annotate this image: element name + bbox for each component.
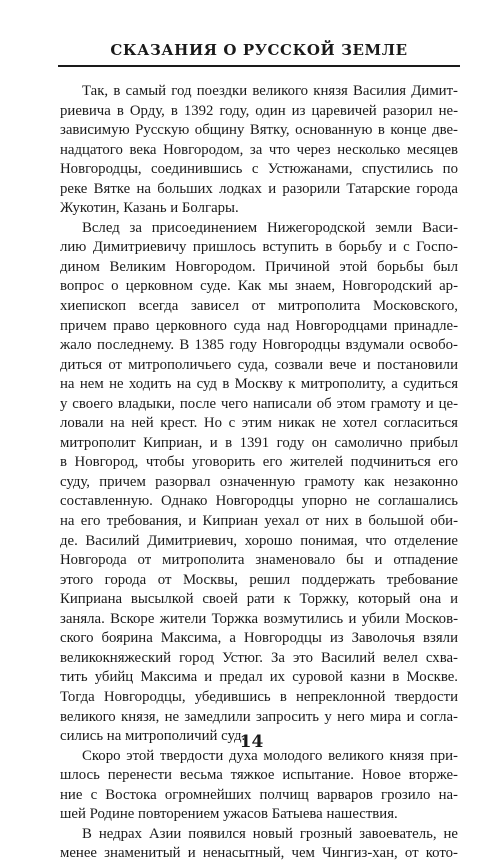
text-line: Вслед за присоединением Нижегородской земли Васи- <box>82 219 458 236</box>
text-line: дином Великим Новгородом. Причиной этой борьбы был <box>60 258 458 275</box>
text-line: лию Димитриевичу пришлось вступить в борьбу и с Госпо- <box>60 239 458 256</box>
text-line: этого города от Москвы, решил поддержать требование <box>60 571 458 588</box>
text-line: тить убийц Максима и предал их суровой казни в Москве. <box>60 669 458 686</box>
text-line: вопрос о церковном суде. Как мы знаем, Новгородский ар- <box>60 278 458 295</box>
text-line: митрополит Киприан, и в 1391 году он самолично прибыл <box>60 434 458 451</box>
text-line: заняла. Вскоре жители Торжка возмутились и убили Москов- <box>60 610 458 627</box>
text-line: Скоро этой твердости духа молодого великого князя при- <box>82 747 458 764</box>
page-number: 14 <box>239 732 264 752</box>
text-line: зависимую Русскую общину Вятку, основанную в конце две- <box>60 122 458 139</box>
text-line: Новгорода от митрополита знаменовало бы и отпадение <box>60 552 458 569</box>
text-line: у своего владыки, после чего написали об этом грамоту и це- <box>60 395 458 412</box>
text-line: Так, в самый год поездки великого князя Василия Димит- <box>82 83 458 99</box>
text-line: шей Родине повторением ужасов Батыева нашествия. <box>60 806 398 823</box>
text-line: ние с Востока огромнейших полчищ варваров грозило на- <box>60 786 458 803</box>
text-line: в Новгород, чтобы уговорить его жителей подчиниться его <box>60 454 458 471</box>
text-line: Киприана высылкой своей рати к Торжку, который она и <box>60 591 458 608</box>
text-line: великокняжеский город Устюг. За это Василий велел схва- <box>60 649 458 666</box>
text-line: ловали на ней крест. Но с этим никак не хотел согласиться <box>60 415 458 432</box>
text-line: реке Вятке на больших лодках и разорили Татарские города <box>60 180 458 197</box>
header-rule <box>58 65 460 67</box>
text-line: шлось перенести весьма тяжкое испытание. Новое вторже- <box>60 767 458 784</box>
text-line: В недрах Азии появился новый грозный завоеватель, не <box>82 825 458 842</box>
text-line: на нем не ходить на суд в Москву к митрополиту, а судиться <box>60 376 458 393</box>
running-head-title: СКАЗАНИЯ О РУССКОЙ ЗЕМЛЕ <box>110 41 408 59</box>
text-line: менее знаменитый и ненасытный, чем Чингиз-хан, от кото- <box>60 845 458 862</box>
text-line: Новгородцы, соединившись с Устюжанами, спустились по <box>60 161 458 178</box>
text-line: составленную. Однако Новгородцы упорно не соглашались <box>60 493 458 510</box>
text-line: ского боярина Максима, а Новгородцы из Заволочья взяли <box>60 630 458 647</box>
text-line: диться от митрополичьего суда, созвали вече и постановили <box>60 356 458 373</box>
text-line: жало последнему. В 1385 году Новгородцы вздумали освобо- <box>60 337 458 354</box>
text-line: на его требования, и Киприан уехал от них в большой оби- <box>60 513 458 530</box>
text-line: де. Василий Димитриевич, хорошо понимая, что отделение <box>60 532 458 549</box>
text-line: великого князя, не замедлили запросить у него мира и согла- <box>60 708 458 725</box>
text-line: суду, причем разорвал означенную грамоту как незаконно <box>60 473 458 490</box>
text-line: Жукотин, Казань и Болгары. <box>60 200 239 217</box>
text-line: сились на митрополичий суд. <box>60 728 246 745</box>
text-line: надцатого века Новгородом, за что через несколько месяцев <box>60 141 458 158</box>
text-line: причем право церковного суда над Новгородцами принадле- <box>60 317 458 334</box>
text-line: Тогда Новгородцы, убедившись в непреклонной твердости <box>60 688 458 705</box>
text-line: риевича в Орду, в 1392 году, один из царевичей разорил не- <box>60 102 458 119</box>
text-line: хиепископ всегда зависел от митрополита Московского, <box>60 298 458 315</box>
